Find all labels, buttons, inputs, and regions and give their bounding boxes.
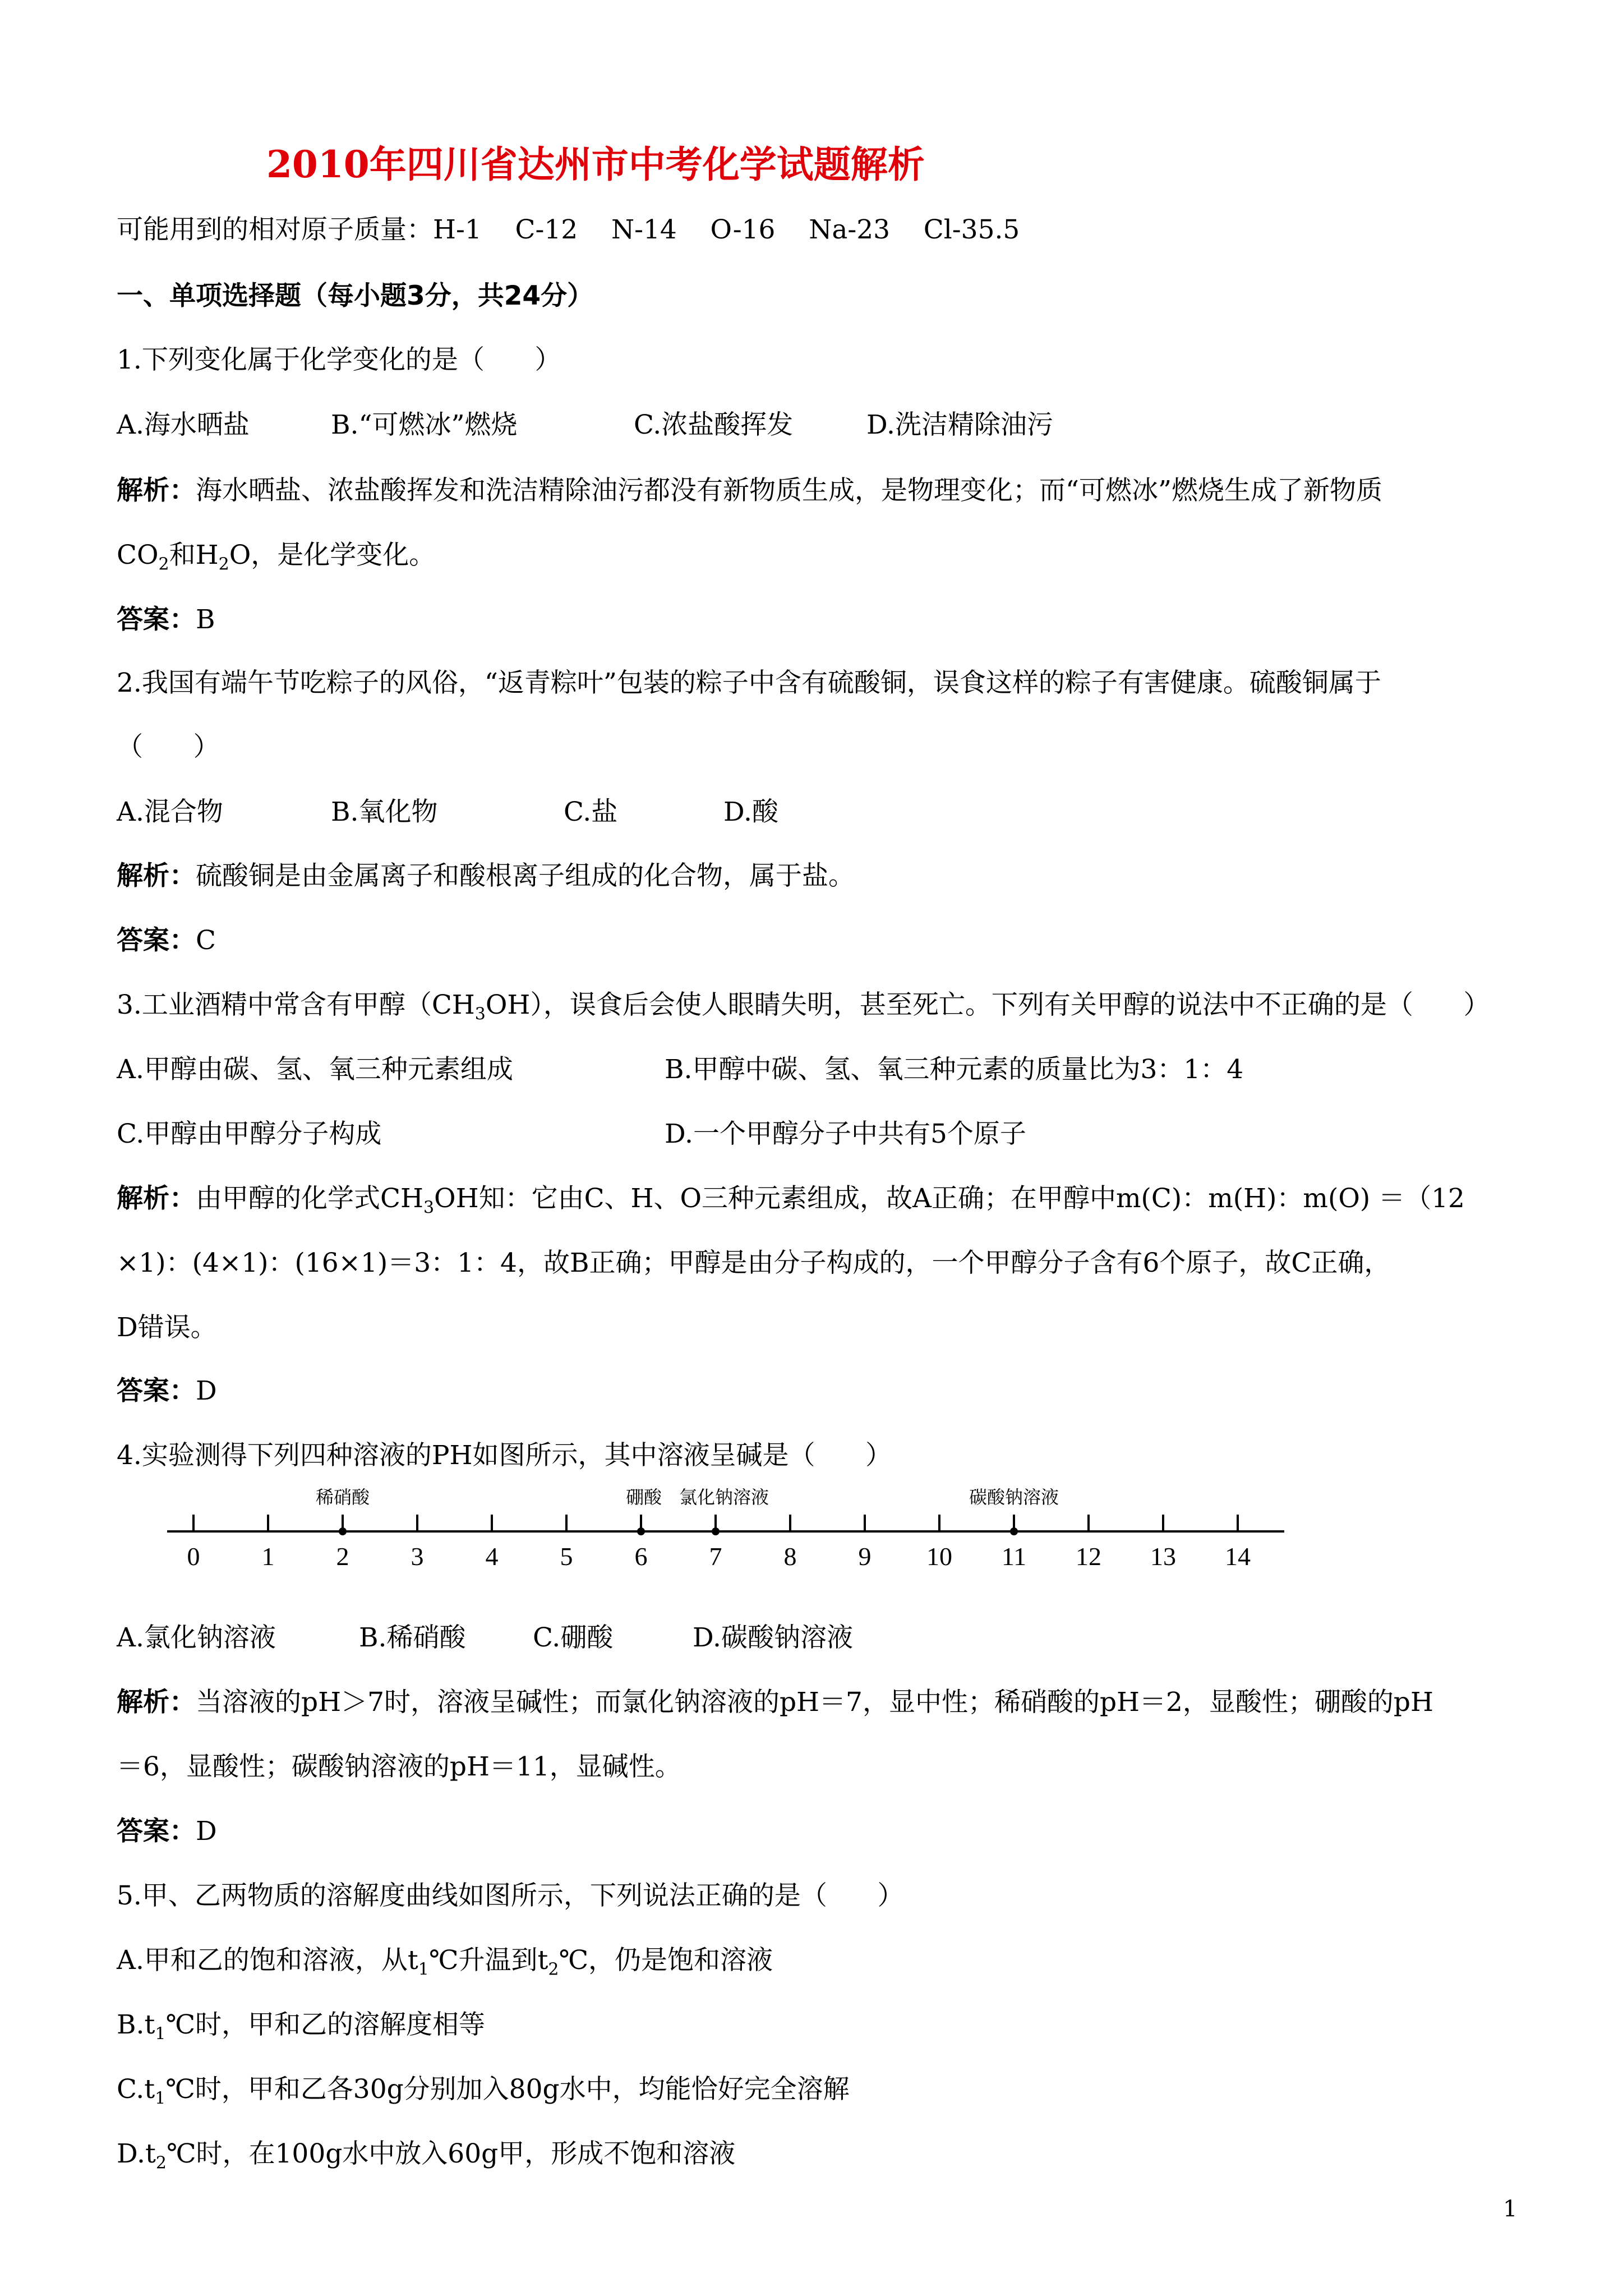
text: OH知：它由C、H、O三种元素组成，故A正确；在甲醇中m(C)：m(H)：m(O) ＝（12 — [434, 1183, 1465, 1214]
ph-point-label: 稀硝酸 — [315, 1487, 370, 1507]
q2-option-a: A.混合物 — [117, 797, 223, 827]
subscript: 2 — [218, 554, 229, 574]
q4-analysis-text: 当溶液的pH＞7时，溶液呈碱性；而氯化钠溶液的pH＝7，显中性；稀硝酸的pH＝2，显酸性；硼酸的pH — [196, 1687, 1434, 1718]
formula-co2: CO — [117, 540, 159, 570]
ph-tick-label: 2 — [336, 1542, 349, 1571]
ph-point — [637, 1527, 645, 1535]
ph-point-label: 硼酸 — [625, 1487, 662, 1507]
q5-option-b — [117, 2008, 485, 2051]
analysis-label: 解析： — [117, 861, 196, 891]
text: ℃，仍是饱和溶液 — [559, 1945, 773, 1976]
answer-label: 答案： — [117, 1375, 196, 1406]
ph-tick-label: 0 — [187, 1542, 200, 1571]
text: ℃时，甲和乙的溶解度相等 — [165, 2009, 486, 2040]
q3-analysis-cont2: D错误。 — [117, 1312, 217, 1343]
text: ℃升温到t — [428, 1945, 548, 1976]
answer-label: 答案： — [117, 1816, 196, 1847]
analysis-label: 解析： — [117, 1183, 196, 1214]
ph-tick-label: 13 — [1150, 1542, 1176, 1571]
q2-option-c: C.盐 — [564, 797, 618, 827]
q5-option-c — [117, 2073, 850, 2115]
ph-tick-label: 7 — [709, 1542, 722, 1571]
text: O，是化学变化。 — [229, 540, 436, 570]
q4-option-b: B.稀硝酸 — [359, 1622, 466, 1653]
subscript: 3 — [423, 1198, 435, 1218]
q2-answer — [117, 924, 216, 958]
ph-tick-label: 8 — [783, 1542, 797, 1571]
text: 由甲醇的化学式CH — [196, 1183, 423, 1214]
answer-label: 答案： — [117, 604, 196, 635]
document-title: 2010年四川省达州市中考化学试题解析 — [266, 142, 925, 186]
q4-option-d: D.碳酸钠溶液 — [693, 1622, 853, 1653]
ph-tick-label: 5 — [560, 1542, 573, 1571]
q2-option-b: B.氧化物 — [331, 797, 438, 827]
q1-analysis-cont — [117, 539, 435, 581]
analysis-label: 解析： — [117, 1687, 196, 1718]
answer-value: D — [196, 1816, 217, 1847]
text: 和H — [169, 540, 219, 570]
q1-stem: 1.下列变化属于化学变化的是（ ） — [117, 344, 561, 375]
q2-option-d: D.酸 — [723, 797, 778, 827]
analysis-label: 解析： — [117, 475, 196, 506]
q4-analysis-cont: ＝6，显酸性；碳酸钠溶液的pH＝11，显碱性。 — [117, 1751, 681, 1782]
text: ℃时，甲和乙各30g分别加入80g水中，均能恰好完全溶解 — [165, 2074, 850, 2105]
q1-option-d: D.洗洁精除油污 — [866, 409, 1053, 440]
q4-analysis — [117, 1686, 1433, 1719]
q4-option-a: A.氯化钠溶液 — [117, 1622, 276, 1653]
ph-tick-label: 11 — [1001, 1542, 1027, 1571]
text: OH），误食后会使人眼睛失明，甚至死亡。下列有关甲醇的说法中不正确的是（ ） — [485, 990, 1490, 1020]
q2-stem-cont: （ ） — [117, 731, 220, 762]
q1-option-a: A.海水晒盐 — [117, 409, 250, 440]
ph-tick-label: 12 — [1076, 1542, 1101, 1571]
section-heading: 一、单项选择题（每小题3分，共24分） — [117, 280, 594, 311]
answer-value: D — [196, 1375, 217, 1406]
ph-point — [1010, 1527, 1018, 1535]
q1-option-c: C.浓盐酸挥发 — [634, 409, 794, 440]
q1-answer — [117, 603, 215, 637]
ph-point — [339, 1527, 347, 1535]
q1-analysis — [117, 474, 1382, 508]
subscript: 2 — [548, 1959, 559, 1980]
q2-analysis — [117, 859, 855, 893]
q3-option-b: B.甲醇中碳、氢、氧三种元素的质量比为3：1：4 — [665, 1054, 1244, 1085]
ph-tick-label: 6 — [634, 1542, 648, 1571]
text: D.t — [117, 2138, 156, 2169]
q5-option-d — [117, 2137, 735, 2180]
subscript: 3 — [474, 1004, 486, 1024]
answer-value: B — [196, 604, 215, 635]
q3-answer — [117, 1374, 217, 1408]
ph-point — [712, 1527, 720, 1535]
ph-tick-label: 1 — [261, 1542, 275, 1571]
text: ℃时，在100g水中放入60g甲，形成不饱和溶液 — [166, 2138, 736, 2169]
q3-stem — [117, 988, 1490, 1031]
ph-tick-label: 9 — [858, 1542, 872, 1571]
ph-tick-label: 10 — [926, 1542, 952, 1571]
q1-analysis-text: 海水晒盐、浓盐酸挥发和洗洁精除油污都没有新物质生成，是物理变化；而“可燃冰”燃烧生成了新物质 — [196, 475, 1383, 506]
subscript: 1 — [155, 2024, 166, 2044]
q1-option-b: B.“可燃冰”燃烧 — [331, 409, 518, 440]
q3-option-d: D.一个甲醇分子中共有5个原子 — [665, 1119, 1026, 1149]
ph-point-label: 氯化钠溶液 — [679, 1487, 769, 1507]
q2-stem: 2.我国有端午节吃粽子的风俗，“返青粽叶”包装的粽子中含有硫酸铜，误食这样的粽子有害健康。硫酸铜属于 — [117, 668, 1381, 698]
q4-stem: 4.实验测得下列四种溶液的PH如图所示，其中溶液呈碱是（ ） — [117, 1440, 892, 1471]
ph-point-label: 碳酸钠溶液 — [969, 1487, 1059, 1507]
subscript: 2 — [158, 554, 169, 574]
subscript: 2 — [155, 2153, 167, 2173]
page-number: 1 — [1503, 2196, 1518, 2222]
q3-analysis-cont: ×1)：(4×1)：(16×1)＝3：1：4，故B正确；甲醇是由分子构成的，一个甲醇分子含有6个原子，故C正确， — [117, 1248, 1391, 1278]
ph-tick-label: 14 — [1225, 1542, 1251, 1571]
text: B.t — [117, 2009, 155, 2040]
text: A.甲和乙的饱和溶液，从t — [117, 1945, 418, 1976]
q5-stem: 5.甲、乙两物质的溶解度曲线如图所示，下列说法正确的是（ ） — [117, 1880, 904, 1911]
q5-option-a — [117, 1944, 773, 1986]
q3-option-a: A.甲醇由碳、氢、氧三种元素组成 — [117, 1054, 513, 1085]
subscript: 1 — [155, 2088, 166, 2109]
answer-label: 答案： — [117, 925, 196, 956]
answer-value: C — [196, 925, 216, 956]
subscript: 1 — [418, 1959, 429, 1980]
q2-analysis-text: 硫酸铜是由金属离子和酸根离子组成的化合物，属于盐。 — [196, 861, 855, 891]
q4-option-c: C.硼酸 — [533, 1622, 614, 1653]
text: C.t — [117, 2074, 155, 2105]
atomic-masses: 可能用到的相对原子质量：H-1 C-12 N-14 O-16 Na-23 Cl-35.5 — [117, 214, 1020, 245]
ph-tick-label: 4 — [485, 1542, 499, 1571]
ph-tick-label: 3 — [411, 1542, 424, 1571]
q3-analysis — [117, 1182, 1465, 1225]
q4-answer — [117, 1815, 217, 1848]
q3-option-c: C.甲醇由甲醇分子构成 — [117, 1119, 382, 1149]
ph-scale-diagram — [163, 1481, 1295, 1576]
text: 3.工业酒精中常含有甲醇（CH — [117, 990, 475, 1020]
